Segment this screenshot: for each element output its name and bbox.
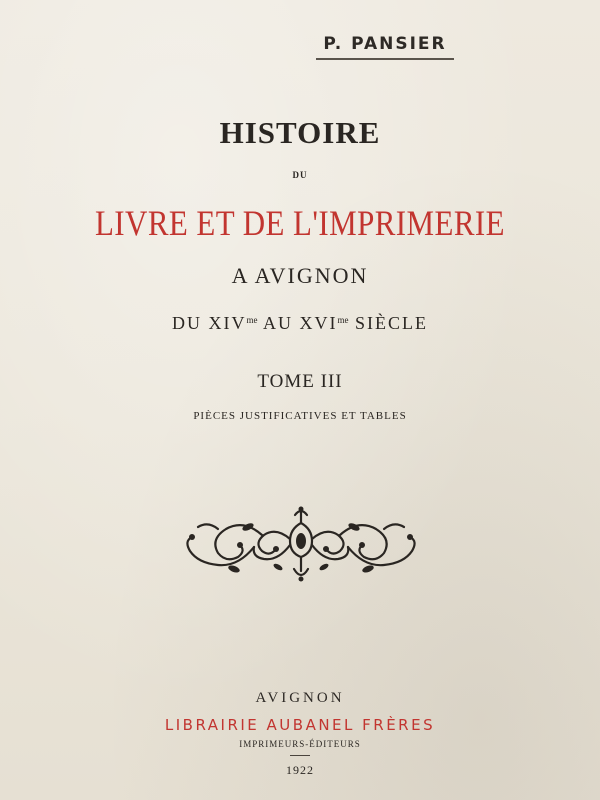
volume-subtitle: PIÈCES JUSTIFICATIVES ET TABLES [193,410,407,422]
year-divider [290,755,310,756]
period-sup-2: me [337,315,349,325]
title-period [0,313,600,334]
title-line-avignon: A AVIGNON [231,263,369,288]
title-line-livre: LIVRE ET DE L'IMPRIMERIE [94,203,506,243]
imprint-role: IMPRIMEURS-ÉDITEURS [239,739,361,749]
imprint-publisher: LIBRAIRIE AUBANEL FRÈRES [164,716,436,734]
printer-ornament-icon [178,505,424,587]
author-underline [316,58,454,60]
title-line-du: DU [292,170,308,180]
period-prefix: DU XIV [172,313,247,333]
imprint-year: 1922 [286,763,314,777]
title-line-histoire: HISTOIRE [219,115,381,150]
volume-number: TOME III [257,371,343,392]
imprint-place: AVIGNON [255,690,345,706]
period-middle: AU XVI [257,313,338,333]
author-label: P. PANSIER [323,34,447,54]
period-suffix: SIÈCLE [348,313,428,333]
period-sup-1: me [246,315,258,325]
